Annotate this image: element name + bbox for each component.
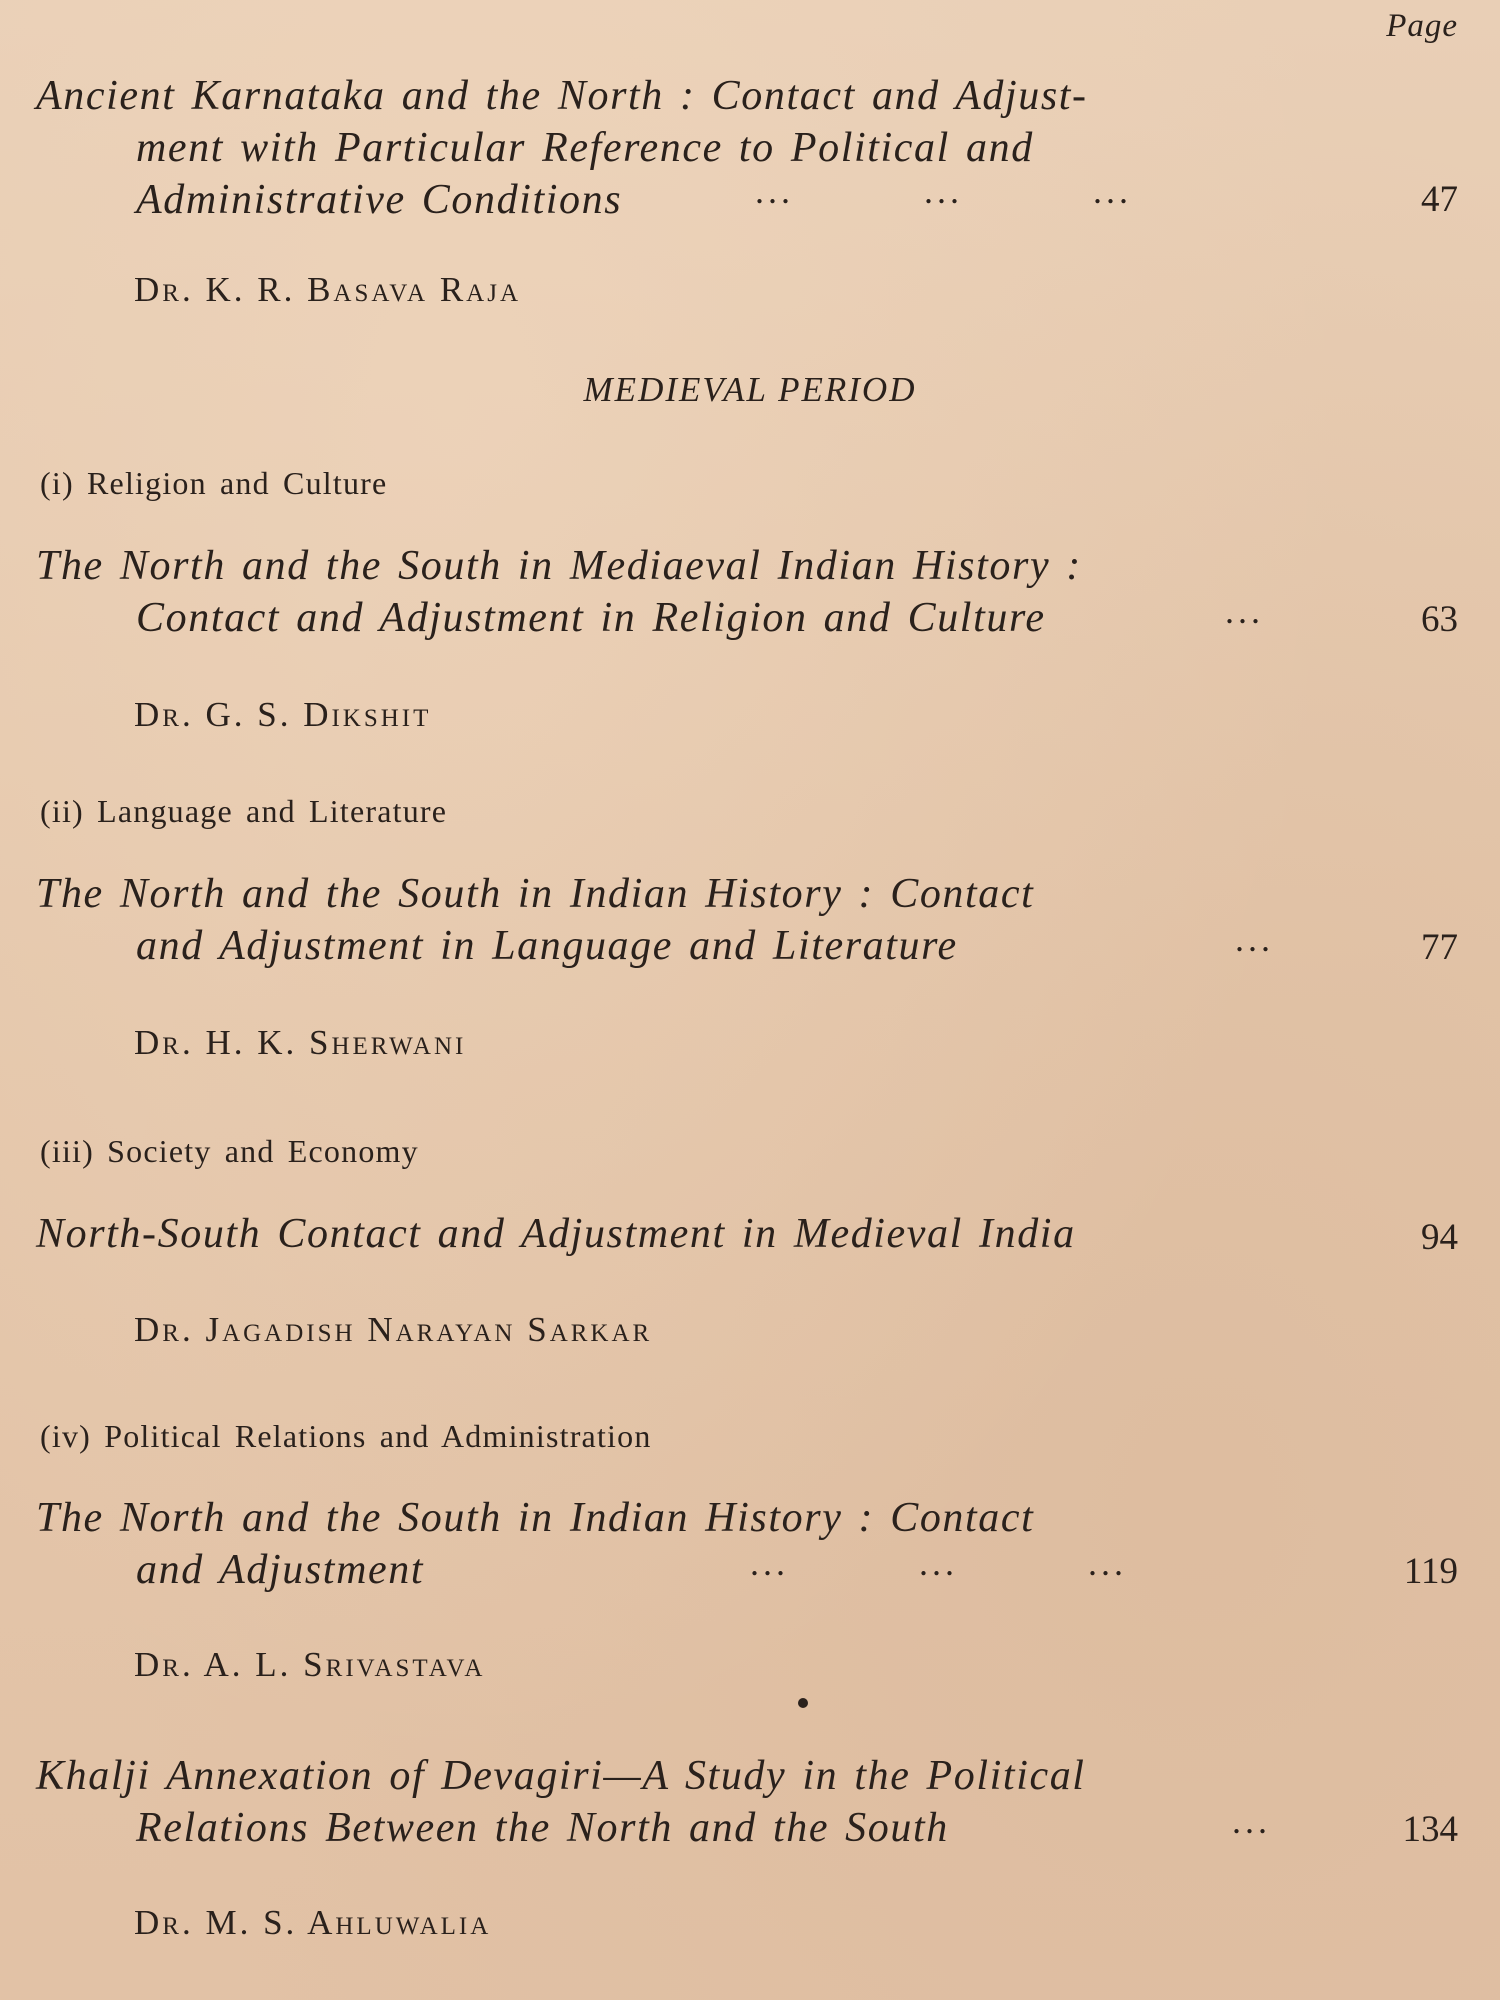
leader-dots: ... <box>1225 591 1264 631</box>
toc-page-number: 77 <box>1421 927 1458 968</box>
toc-page-number: 119 <box>1403 1551 1458 1592</box>
toc-entry-title <box>36 1208 1286 1260</box>
toc-entry-title <box>36 868 1286 972</box>
title-line: and Adjustment in Language and Literature <box>136 923 958 969</box>
title-line: Khalji Annexation of Devagiri—A Study in the Political <box>36 1753 1086 1799</box>
subsection-heading: (iii) Society and Economy <box>40 1133 419 1169</box>
leader-dots: ... ... ... <box>755 171 1132 211</box>
title-line: Contact and Adjustment in Religion and Culture <box>136 595 1046 641</box>
title-line: Administrative Conditions <box>136 177 623 223</box>
leader-dots: ... <box>1235 919 1274 959</box>
title-line: North-South Contact and Adjustment in Medieval India <box>36 1211 1076 1257</box>
title-line: Relations Between the North and the South <box>136 1805 949 1851</box>
toc-author: Dr. H. K. Sherwani <box>134 1023 467 1062</box>
toc-page-number: 47 <box>1421 179 1458 220</box>
subsection-heading: (ii) Language and Literature <box>40 793 448 829</box>
toc-author: Dr. G. S. Dikshit <box>134 695 432 734</box>
title-line: and Adjustment <box>136 1547 425 1593</box>
toc-page-number: 63 <box>1421 599 1458 640</box>
ink-speck <box>798 1698 808 1708</box>
toc-author: Dr. Jagadish Narayan Sarkar <box>134 1310 653 1349</box>
toc-author: Dr. M. S. Ahluwalia <box>134 1903 492 1942</box>
toc-page-number: 134 <box>1402 1809 1458 1850</box>
toc-author: Dr. A. L. Srivastava <box>134 1645 486 1684</box>
toc-entry-title <box>36 540 1286 644</box>
title-line: The North and the South in Mediaeval Indian History : <box>36 543 1082 589</box>
title-line: ment with Particular Reference to Political and <box>136 125 1034 171</box>
leader-dots: ... ... ... <box>750 1543 1127 1583</box>
toc-entry-title <box>36 1750 1286 1854</box>
page-column-label: Page <box>1386 8 1458 44</box>
subsection-heading: (i) Religion and Culture <box>40 465 388 501</box>
leader-dots: ... <box>1232 1801 1271 1841</box>
title-line: Ancient Karnataka and the North : Contact and Adjust- <box>36 73 1088 119</box>
title-line: The North and the South in Indian History : Contact <box>36 1495 1035 1541</box>
toc-page-number: 94 <box>1421 1217 1458 1258</box>
title-line: The North and the South in Indian History : Contact <box>36 871 1035 917</box>
toc-author: Dr. K. R. Basava Raja <box>134 270 522 309</box>
section-heading: MEDIEVAL PERIOD <box>583 370 917 409</box>
subsection-heading: (iv) Political Relations and Administration <box>40 1418 652 1454</box>
